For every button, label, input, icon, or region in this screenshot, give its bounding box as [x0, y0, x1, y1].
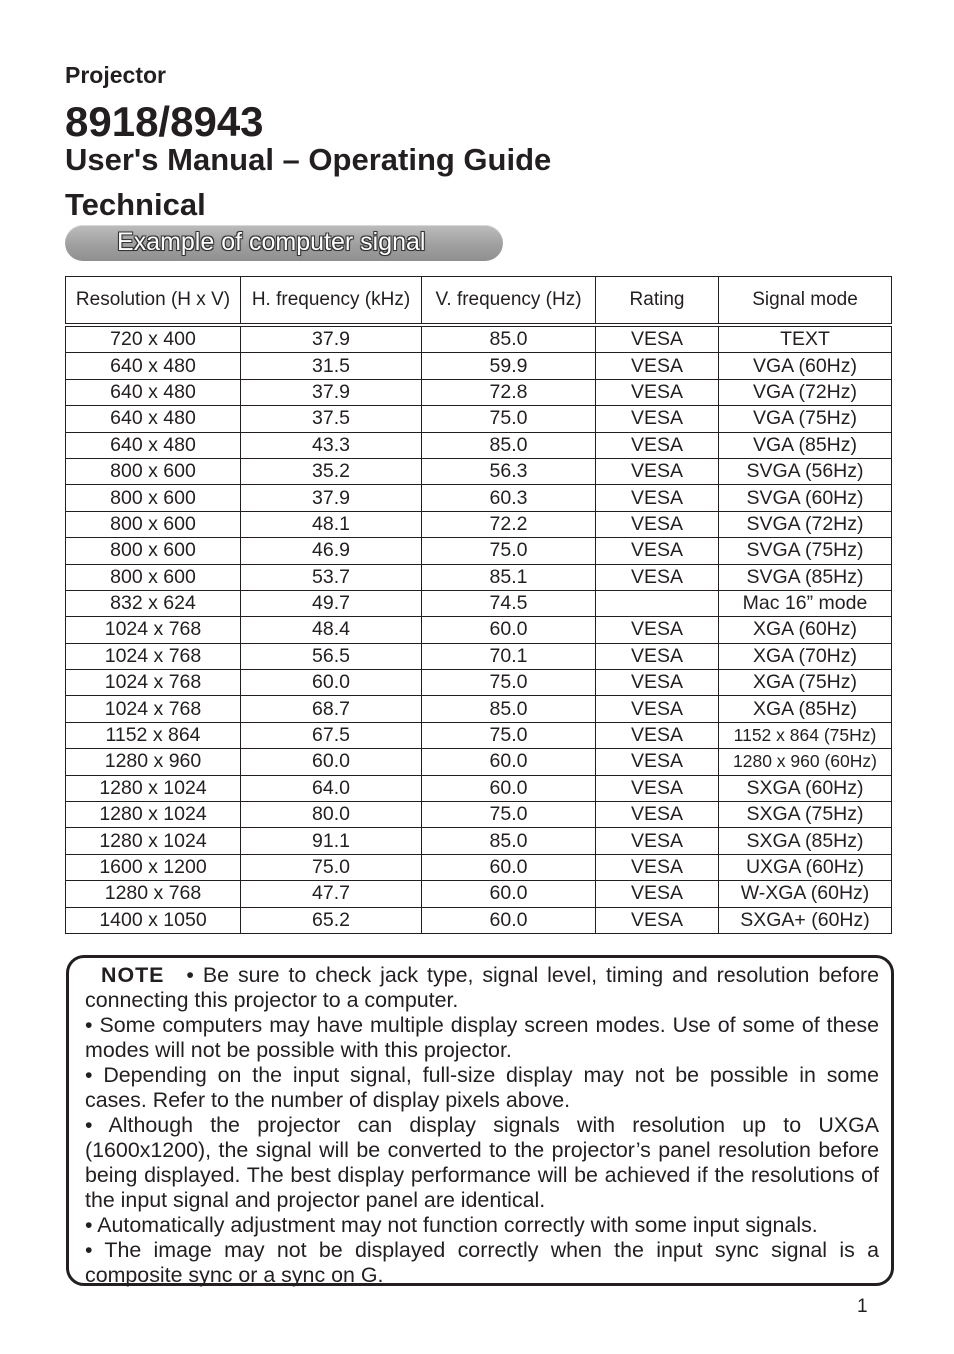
cell-rating: VESA — [596, 406, 719, 432]
cell-rating: VESA — [596, 511, 719, 537]
header-h-frequency: H. frequency (kHz) — [241, 277, 422, 326]
cell-signal-mode: XGA (60Hz) — [719, 617, 892, 643]
cell-resolution: 1600 x 1200 — [66, 854, 241, 880]
cell-signal-mode: XGA (70Hz) — [719, 643, 892, 669]
cell-rating: VESA — [596, 775, 719, 801]
cell-resolution: 640 x 480 — [66, 406, 241, 432]
table-row — [66, 670, 892, 696]
table-row — [66, 379, 892, 405]
cell-v-frequency: 60.0 — [422, 907, 596, 933]
cell-resolution: 800 x 600 — [66, 511, 241, 537]
cell-resolution: 1024 x 768 — [66, 670, 241, 696]
cell-h-frequency: 68.7 — [241, 696, 422, 722]
cell-h-frequency: 75.0 — [241, 854, 422, 880]
cell-resolution: 1152 x 864 — [66, 722, 241, 748]
cell-signal-mode: TEXT — [719, 325, 892, 353]
cell-h-frequency: 64.0 — [241, 775, 422, 801]
cell-signal-mode: VGA (72Hz) — [719, 379, 892, 405]
cell-rating: VESA — [596, 802, 719, 828]
table-row — [66, 854, 892, 880]
cell-rating: VESA — [596, 907, 719, 933]
cell-v-frequency: 60.0 — [422, 617, 596, 643]
cell-signal-mode: SXGA+ (60Hz) — [719, 907, 892, 933]
signal-table — [65, 276, 892, 934]
table-row — [66, 881, 892, 907]
subsection-title: Example of computer signal — [117, 228, 426, 256]
cell-resolution: 1280 x 1024 — [66, 802, 241, 828]
cell-v-frequency: 85.0 — [422, 828, 596, 854]
cell-v-frequency: 60.0 — [422, 881, 596, 907]
cell-h-frequency: 48.1 — [241, 511, 422, 537]
cell-rating: VESA — [596, 458, 719, 484]
cell-signal-mode: VGA (85Hz) — [719, 432, 892, 458]
cell-signal-mode: XGA (75Hz) — [719, 670, 892, 696]
cell-h-frequency: 46.9 — [241, 538, 422, 564]
cell-h-frequency: 37.9 — [241, 485, 422, 511]
cell-resolution: 832 x 624 — [66, 590, 241, 616]
cell-h-frequency: 37.9 — [241, 325, 422, 353]
cell-v-frequency: 75.0 — [422, 670, 596, 696]
table-row — [66, 325, 892, 353]
cell-h-frequency: 48.4 — [241, 617, 422, 643]
cell-v-frequency: 56.3 — [422, 458, 596, 484]
cell-v-frequency: 60.3 — [422, 485, 596, 511]
cell-signal-mode: 1280 x 960 (60Hz) — [719, 749, 892, 775]
cell-resolution: 1280 x 1024 — [66, 828, 241, 854]
cell-h-frequency: 56.5 — [241, 643, 422, 669]
cell-resolution: 800 x 600 — [66, 458, 241, 484]
cell-h-frequency: 53.7 — [241, 564, 422, 590]
table-row — [66, 643, 892, 669]
table-row — [66, 722, 892, 748]
cell-h-frequency: 31.5 — [241, 353, 422, 379]
cell-rating: VESA — [596, 538, 719, 564]
table-row — [66, 749, 892, 775]
cell-rating: VESA — [596, 353, 719, 379]
cell-h-frequency: 49.7 — [241, 590, 422, 616]
cell-rating: VESA — [596, 854, 719, 880]
header-resolution: Resolution (H x V) — [66, 277, 241, 326]
cell-v-frequency: 70.1 — [422, 643, 596, 669]
cell-h-frequency: 65.2 — [241, 907, 422, 933]
header-v-frequency: V. frequency (Hz) — [422, 277, 596, 326]
note-item: • The image may not be displayed correctly when the input sync signal is a composite sync or a sync on G. — [85, 1238, 879, 1287]
table-row — [66, 564, 892, 590]
cell-h-frequency: 47.7 — [241, 881, 422, 907]
cell-v-frequency: 74.5 — [422, 590, 596, 616]
cell-rating: VESA — [596, 643, 719, 669]
cell-rating: VESA — [596, 485, 719, 511]
cell-signal-mode: VGA (75Hz) — [719, 406, 892, 432]
cell-signal-mode: Mac 16” mode — [719, 590, 892, 616]
table-row — [66, 458, 892, 484]
table-row — [66, 353, 892, 379]
note-item: • Depending on the input signal, full-size display may not be possible in some cases. Refer to the number of display pixels above. — [85, 1063, 879, 1112]
cell-rating: VESA — [596, 379, 719, 405]
table-row — [66, 617, 892, 643]
cell-resolution: 800 x 600 — [66, 564, 241, 590]
cell-resolution: 1280 x 768 — [66, 881, 241, 907]
cell-signal-mode: 1152 x 864 (75Hz) — [719, 722, 892, 748]
cell-rating: VESA — [596, 670, 719, 696]
manual-title: User's Manual – Operating Guide — [65, 142, 552, 177]
cell-h-frequency: 35.2 — [241, 458, 422, 484]
table-row — [66, 538, 892, 564]
cell-resolution: 800 x 600 — [66, 485, 241, 511]
note-item: • Automatically adjustment may not function correctly with some input signals. — [85, 1213, 818, 1237]
cell-h-frequency: 80.0 — [241, 802, 422, 828]
table-row — [66, 696, 892, 722]
subsection-banner — [65, 225, 503, 261]
table-row — [66, 406, 892, 432]
cell-v-frequency: 72.2 — [422, 511, 596, 537]
table-row — [66, 828, 892, 854]
cell-resolution: 1024 x 768 — [66, 617, 241, 643]
cell-v-frequency: 85.0 — [422, 432, 596, 458]
cell-resolution: 640 x 480 — [66, 353, 241, 379]
cell-rating: VESA — [596, 325, 719, 353]
cell-h-frequency: 37.9 — [241, 379, 422, 405]
cell-v-frequency: 85.1 — [422, 564, 596, 590]
table-row — [66, 485, 892, 511]
cell-signal-mode: SXGA (75Hz) — [719, 802, 892, 828]
cell-signal-mode: UXGA (60Hz) — [719, 854, 892, 880]
cell-resolution: 640 x 480 — [66, 432, 241, 458]
table-row — [66, 432, 892, 458]
cell-v-frequency: 72.8 — [422, 379, 596, 405]
cell-v-frequency: 85.0 — [422, 696, 596, 722]
cell-h-frequency: 91.1 — [241, 828, 422, 854]
cell-v-frequency: 85.0 — [422, 325, 596, 353]
cell-v-frequency: 60.0 — [422, 775, 596, 801]
product-label: Projector — [65, 62, 166, 88]
cell-resolution: 800 x 600 — [66, 538, 241, 564]
note-label: NOTE — [101, 963, 165, 987]
cell-rating: VESA — [596, 881, 719, 907]
cell-rating: VESA — [596, 722, 719, 748]
table-row — [66, 511, 892, 537]
note-item: NOTE • Be sure to check jack type, signal level, timing and resolution before connecting this projector to a computer. — [85, 963, 879, 1012]
model-number: 8918/8943 — [65, 98, 264, 145]
page-number: 1 — [857, 1296, 868, 1317]
cell-resolution: 1280 x 960 — [66, 749, 241, 775]
cell-signal-mode: SVGA (60Hz) — [719, 485, 892, 511]
cell-h-frequency: 60.0 — [241, 670, 422, 696]
table-header-row — [66, 277, 892, 326]
cell-v-frequency: 60.0 — [422, 854, 596, 880]
note-item: • Some computers may have multiple display screen modes. Use of some of these modes will not be possible with this projector. — [85, 1013, 879, 1062]
cell-v-frequency: 75.0 — [422, 802, 596, 828]
cell-v-frequency: 60.0 — [422, 749, 596, 775]
cell-v-frequency: 59.9 — [422, 353, 596, 379]
cell-resolution: 1024 x 768 — [66, 643, 241, 669]
cell-signal-mode: SVGA (75Hz) — [719, 538, 892, 564]
cell-rating: VESA — [596, 617, 719, 643]
cell-rating — [596, 590, 719, 616]
cell-rating: VESA — [596, 432, 719, 458]
cell-signal-mode: SVGA (85Hz) — [719, 564, 892, 590]
cell-signal-mode: SVGA (56Hz) — [719, 458, 892, 484]
header-signal-mode: Signal mode — [719, 277, 892, 326]
cell-h-frequency: 67.5 — [241, 722, 422, 748]
cell-resolution: 1024 x 768 — [66, 696, 241, 722]
cell-resolution: 1280 x 1024 — [66, 775, 241, 801]
cell-h-frequency: 60.0 — [241, 749, 422, 775]
cell-signal-mode: SXGA (85Hz) — [719, 828, 892, 854]
cell-v-frequency: 75.0 — [422, 538, 596, 564]
section-title: Technical — [65, 187, 206, 222]
cell-signal-mode: XGA (85Hz) — [719, 696, 892, 722]
note-box — [66, 955, 894, 1286]
cell-rating: VESA — [596, 564, 719, 590]
table-row — [66, 775, 892, 801]
cell-signal-mode: SVGA (72Hz) — [719, 511, 892, 537]
cell-rating: VESA — [596, 749, 719, 775]
cell-signal-mode: VGA (60Hz) — [719, 353, 892, 379]
cell-h-frequency: 43.3 — [241, 432, 422, 458]
cell-v-frequency: 75.0 — [422, 722, 596, 748]
header-rating: Rating — [596, 277, 719, 326]
cell-rating: VESA — [596, 696, 719, 722]
cell-resolution: 640 x 480 — [66, 379, 241, 405]
cell-signal-mode: W-XGA (60Hz) — [719, 881, 892, 907]
cell-v-frequency: 75.0 — [422, 406, 596, 432]
cell-rating: VESA — [596, 828, 719, 854]
cell-resolution: 720 x 400 — [66, 325, 241, 353]
note-item: • Although the projector can display signals with resolution up to UXGA (1600x1200), the signal will be converted to the projector’s panel resolution before being displayed. The best display performance will be achieved if the resolutions of the input signal and projector panel are identical. — [85, 1113, 879, 1212]
cell-resolution: 1400 x 1050 — [66, 907, 241, 933]
cell-h-frequency: 37.5 — [241, 406, 422, 432]
table-row — [66, 802, 892, 828]
cell-signal-mode: SXGA (60Hz) — [719, 775, 892, 801]
table-row — [66, 590, 892, 616]
table-row — [66, 907, 892, 933]
